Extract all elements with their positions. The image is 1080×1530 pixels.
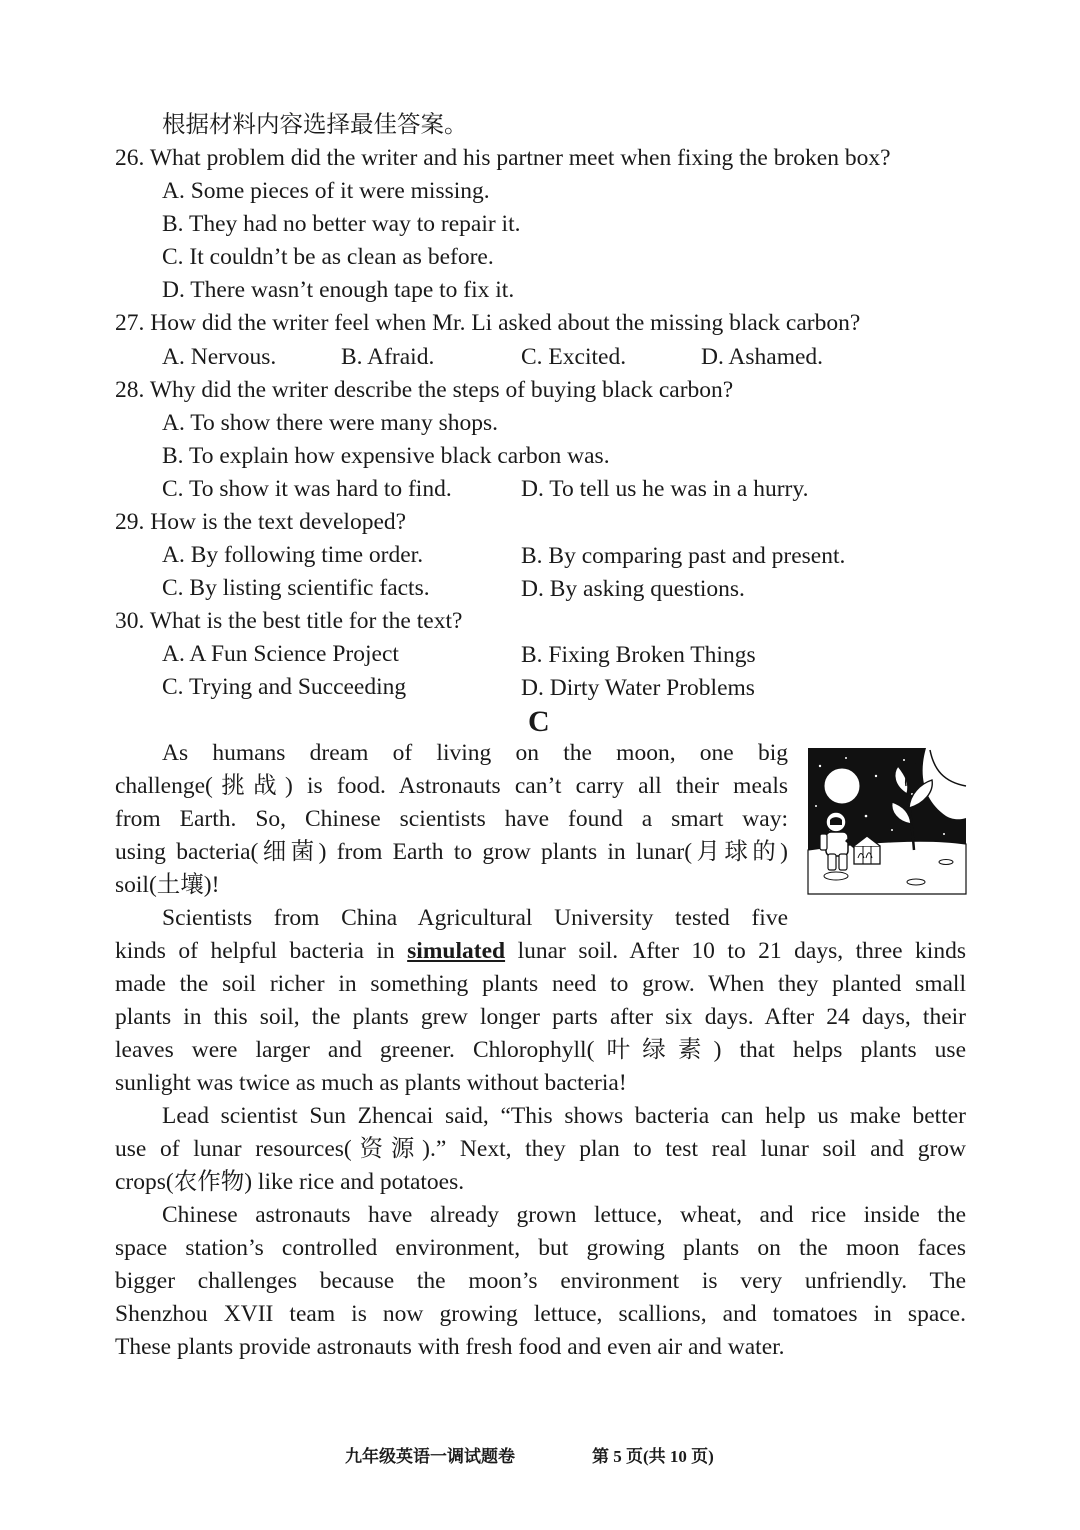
question-30-option-d: D. Dirty Water Problems <box>521 675 755 701</box>
question-27-option-b: B. Afraid. <box>341 344 435 370</box>
underlined-word-simulated: simulated <box>407 938 506 964</box>
passage-line: sunlight was twice as much as plants without bacteria! <box>115 1070 627 1096</box>
passage-line: plants in this soil, the plants grew longer parts after six days. After 24 days, their <box>115 1004 966 1030</box>
passage-line <box>115 936 966 966</box>
passage-line: use of lunar resources(资源).” Next, they plan to test real lunar soil and grow <box>115 1136 966 1162</box>
question-28-option-c: C. To show it was hard to find. <box>162 476 452 502</box>
question-26-option-d: D. There wasn’t enough tape to fix it. <box>162 277 515 303</box>
question-29-stem: 29. How is the text developed? <box>115 509 407 535</box>
question-29-option-a: A. By following time order. <box>162 542 424 568</box>
question-27-option-a: A. Nervous. <box>162 344 277 370</box>
instruction-text: 根据材料内容选择最佳答案。 <box>162 112 468 138</box>
passage-line: Chinese astronauts have already grown lettuce, wheat, and rice inside the <box>162 1202 966 1228</box>
question-27-option-d: D. Ashamed. <box>701 344 824 370</box>
passage-line: using bacteria(细菌) from Earth to grow plants in lunar(月球的) <box>115 839 788 865</box>
passage-line: made the soil richer in something plants need to grow. When they planted small <box>115 971 966 997</box>
question-30-option-a: A. A Fun Science Project <box>162 641 399 667</box>
question-26-option-b: B. They had no better way to repair it. <box>162 211 521 237</box>
astronaut-moon-plant-illustration <box>806 746 968 896</box>
passage-text: lunar soil. After 10 to 21 days, three kinds <box>505 938 966 964</box>
question-28-option-a: A. To show there were many shops. <box>162 410 498 436</box>
question-29-option-b: B. By comparing past and present. <box>521 543 846 569</box>
question-29-option-d: D. By asking questions. <box>521 576 745 602</box>
passage-line: As humans dream of living on the moon, one big <box>162 740 788 766</box>
question-27-option-c: C. Excited. <box>521 344 627 370</box>
passage-line: Lead scientist Sun Zhencai said, “This shows bacteria can help us make better <box>162 1103 966 1129</box>
passage-text: kinds of helpful bacteria in <box>115 938 408 964</box>
passage-line: crops(农作物) like rice and potatoes. <box>115 1169 465 1195</box>
footer-exam-title: 九年级英语一调试题卷 <box>345 1447 515 1466</box>
question-30-stem: 30. What is the best title for the text? <box>115 608 463 634</box>
passage-line: leaves were larger and greener. Chlorophyll(叶绿素) that helps plants use <box>115 1037 966 1063</box>
passage-line: soil(土壤)! <box>115 872 220 898</box>
question-28-stem: 28. Why did the writer describe the steps of buying black carbon? <box>115 377 734 403</box>
passage-line: from Earth. So, Chinese scientists have found a smart way: <box>115 806 788 832</box>
question-28-option-d: D. To tell us he was in a hurry. <box>521 476 809 502</box>
question-26-option-a: A. Some pieces of it were missing. <box>162 178 490 204</box>
question-26-option-c: C. It couldn’t be as clean as before. <box>162 244 494 270</box>
question-26-stem: 26. What problem did the writer and his partner meet when fixing the broken box? <box>115 145 891 171</box>
question-27-stem: 27. How did the writer feel when Mr. Li asked about the missing black carbon? <box>115 310 861 336</box>
question-30-option-c: C. Trying and Succeeding <box>162 674 407 700</box>
question-29-option-c: C. By listing scientific facts. <box>162 575 430 601</box>
section-label: C <box>528 705 550 738</box>
passage-line: challenge(挑战) is food. Astronauts can’t carry all their meals <box>115 773 788 799</box>
question-28-option-b: B. To explain how expensive black carbon was. <box>162 443 610 469</box>
passage-line: Shenzhou XVII team is now growing lettuce, scallions, and tomatoes in space. <box>115 1301 966 1327</box>
passage-line: These plants provide astronauts with fresh food and even air and water. <box>115 1334 785 1360</box>
passage-line: space station’s controlled environment, but growing plants on the moon faces <box>115 1235 966 1261</box>
passage-line: Scientists from China Agricultural University tested five <box>162 905 788 931</box>
passage-line: bigger challenges because the moon’s environment is very unfriendly. The <box>115 1268 966 1294</box>
question-30-option-b: B. Fixing Broken Things <box>521 642 756 668</box>
footer-page-number: 第 5 页(共 10 页) <box>592 1447 714 1466</box>
